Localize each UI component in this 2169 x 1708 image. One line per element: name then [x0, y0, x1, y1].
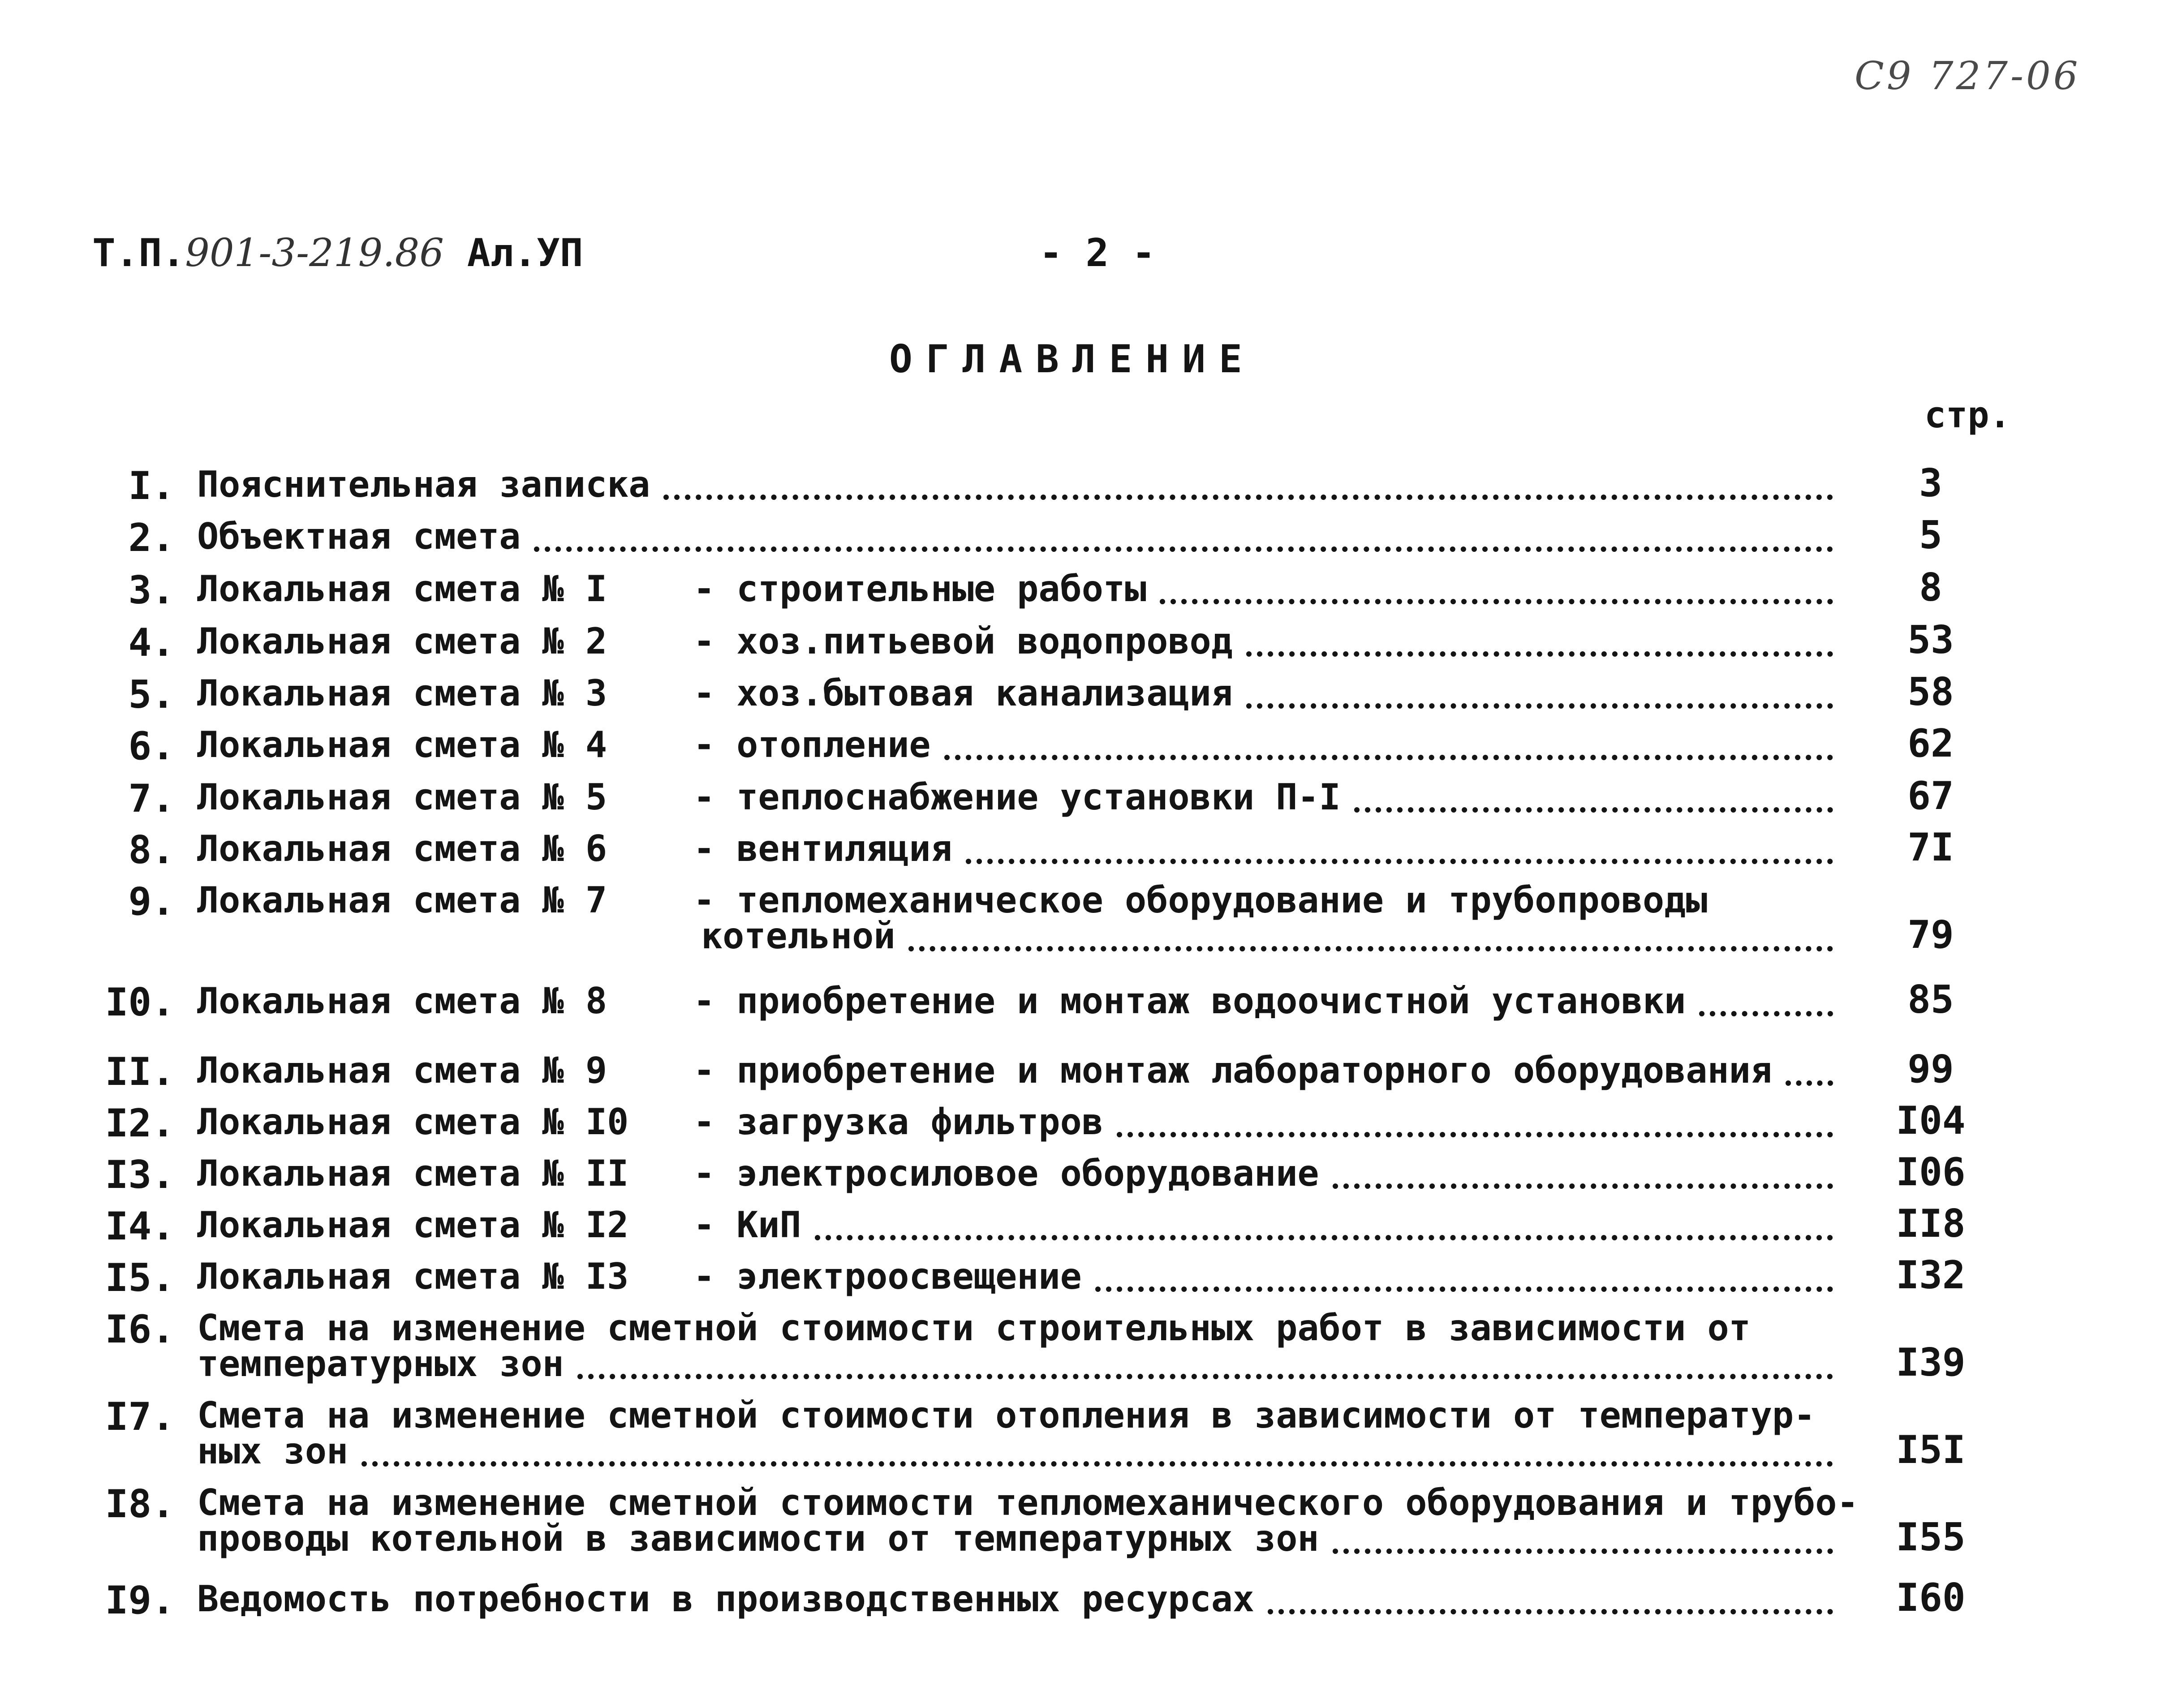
- toc-entry-number: 9.: [128, 879, 175, 924]
- toc-entry-label: Локальная смета № 8 - приобретение и монтаж водоочистной установки: [197, 980, 1686, 1022]
- toc-dot-leader: [1333, 1544, 1833, 1554]
- toc-entry-page: 53: [1907, 618, 1954, 663]
- toc-entry-page: I60: [1896, 1575, 1966, 1620]
- toc-entry-page: 58: [1907, 670, 1954, 714]
- toc-entry-number: II.: [105, 1050, 175, 1094]
- toc-entry-number: 3.: [128, 568, 175, 613]
- toc-entry-label: Локальная смета № 4 - отопление: [197, 724, 931, 766]
- document-header: [92, 231, 583, 275]
- toc-entry-page: 99: [1907, 1047, 1954, 1092]
- toc-dot-leader: [944, 750, 1833, 760]
- toc-dot-leader: [1246, 699, 1833, 709]
- toc-entry-number: 7.: [128, 776, 175, 821]
- toc-entry-label: Пояснительная записка: [197, 464, 650, 505]
- toc-dot-leader: [908, 942, 1833, 951]
- page-number: - 2 -: [1039, 231, 1155, 275]
- toc-dot-leader: [1246, 647, 1833, 657]
- toc-dot-leader: [1354, 803, 1833, 813]
- toc-entry-continuation: температурных зон: [197, 1343, 564, 1385]
- page-column-header: стр.: [1924, 394, 2011, 436]
- toc-entry-page: 67: [1907, 774, 1954, 818]
- toc-entry-number: I.: [128, 464, 175, 508]
- toc-entry-page: 7I: [1907, 825, 1954, 870]
- header-album: Ал.УП: [467, 231, 583, 275]
- toc-entry-page: I32: [1896, 1253, 1966, 1298]
- toc-entry-label: Локальная смета № I2 - КиП: [197, 1204, 801, 1246]
- toc-dot-leader: [1160, 594, 1833, 604]
- toc-dot-leader: [1095, 1282, 1833, 1292]
- toc-dot-leader: [815, 1230, 1833, 1240]
- toc-dot-leader: [534, 542, 1833, 552]
- toc-entry-label: Локальная смета № 3 - хоз.бытовая канализация: [197, 672, 1233, 714]
- toc-dot-leader: [1333, 1179, 1833, 1189]
- toc-entry-label: Ведомость потребности в производственных ресурсах: [197, 1578, 1255, 1620]
- toc-entry-page: I04: [1896, 1098, 1966, 1143]
- toc-entry-label: Локальная смета № I - строительные работы: [197, 568, 1147, 610]
- page-title: ОГЛАВЛЕНИЕ: [889, 337, 1256, 382]
- toc-entry-label: Локальная смета № 6 - вентиляция: [197, 828, 952, 869]
- toc-entry-label: Локальная смета № II - электросиловое оборудование: [197, 1153, 1319, 1194]
- header-code: 901-3-219.86: [185, 231, 444, 275]
- toc-dot-leader: [1786, 1076, 1833, 1086]
- toc-entry-number: I7.: [105, 1394, 175, 1439]
- toc-entry-page: I5I: [1896, 1428, 1966, 1472]
- header-prefix: Т.П.: [92, 231, 185, 275]
- toc-dot-leader: [1268, 1605, 1833, 1614]
- toc-entry-number: 4.: [128, 620, 175, 665]
- toc-dot-leader: [362, 1457, 1833, 1467]
- toc-entry-page: 8: [1919, 565, 1942, 610]
- toc-entry-label: Объектная смета: [197, 516, 521, 557]
- toc-entry-number: 2.: [128, 516, 175, 560]
- toc-entry-page: 62: [1907, 721, 1954, 766]
- toc-entry-number: 6.: [128, 724, 175, 769]
- toc-entry-label: Локальная смета № 9 - приобретение и монтаж лабораторного оборудования: [197, 1050, 1772, 1091]
- toc-dot-leader: [966, 854, 1833, 864]
- toc-entry-label: Локальная смета № I3 - электроосвещение: [197, 1256, 1082, 1297]
- toc-entry-number: I6.: [105, 1307, 175, 1352]
- toc-entry-label: Смета на изменение сметной стоимости строительных работ в зависимости от: [197, 1307, 1751, 1349]
- toc-entry-number: I8.: [105, 1482, 175, 1527]
- toc-entry-number: 5.: [128, 672, 175, 717]
- toc-entry-number: I9.: [105, 1578, 175, 1623]
- toc-entry-page: II8: [1896, 1201, 1966, 1246]
- toc-dot-leader: [1699, 1007, 1833, 1016]
- toc-entry-label: Локальная смета № 5 - теплоснабжение установки П-I: [197, 776, 1341, 818]
- toc-entry-page: I06: [1896, 1150, 1966, 1195]
- toc-entry-continuation: ных зон: [197, 1430, 349, 1472]
- toc-entry-label: Локальная смета № 7 - тепломеханическое оборудование и трубопроводы: [197, 879, 1708, 921]
- toc-entry-number: 8.: [128, 828, 175, 873]
- toc-dot-leader: [663, 490, 1833, 500]
- toc-entry-number: I0.: [105, 980, 175, 1025]
- toc-dot-leader: [577, 1369, 1833, 1379]
- toc-entry-continuation: котельной: [701, 915, 895, 957]
- toc-entry-page: 5: [1919, 513, 1942, 558]
- toc-entry-page: 85: [1907, 977, 1954, 1022]
- toc-entry-number: I4.: [105, 1204, 175, 1249]
- toc-entry-label: Смета на изменение сметной стоимости отопления в зависимости от температур-: [197, 1394, 1816, 1436]
- toc-entry-page: I55: [1896, 1515, 1966, 1560]
- toc-entry-number: I5.: [105, 1256, 175, 1300]
- toc-entry-label: Локальная смета № 2 - хоз.питьевой водопровод: [197, 620, 1233, 662]
- toc-entry-page: I39: [1896, 1340, 1966, 1385]
- toc-entry-label: Смета на изменение сметной стоимости тепломеханического оборудования и трубо-: [197, 1482, 1859, 1523]
- toc-entry-page: 3: [1919, 461, 1942, 506]
- toc-dot-leader: [1117, 1127, 1833, 1137]
- toc-entry-continuation: проводы котельной в зависимости от температурных зон: [197, 1518, 1319, 1559]
- archive-mark: С9 727-06: [1855, 54, 2081, 99]
- toc-entry-label: Локальная смета № I0 - загрузка фильтров: [197, 1101, 1103, 1143]
- toc-entry-page: 79: [1907, 912, 1954, 957]
- toc-entry-number: I2.: [105, 1101, 175, 1146]
- toc-entry-number: I3.: [105, 1153, 175, 1197]
